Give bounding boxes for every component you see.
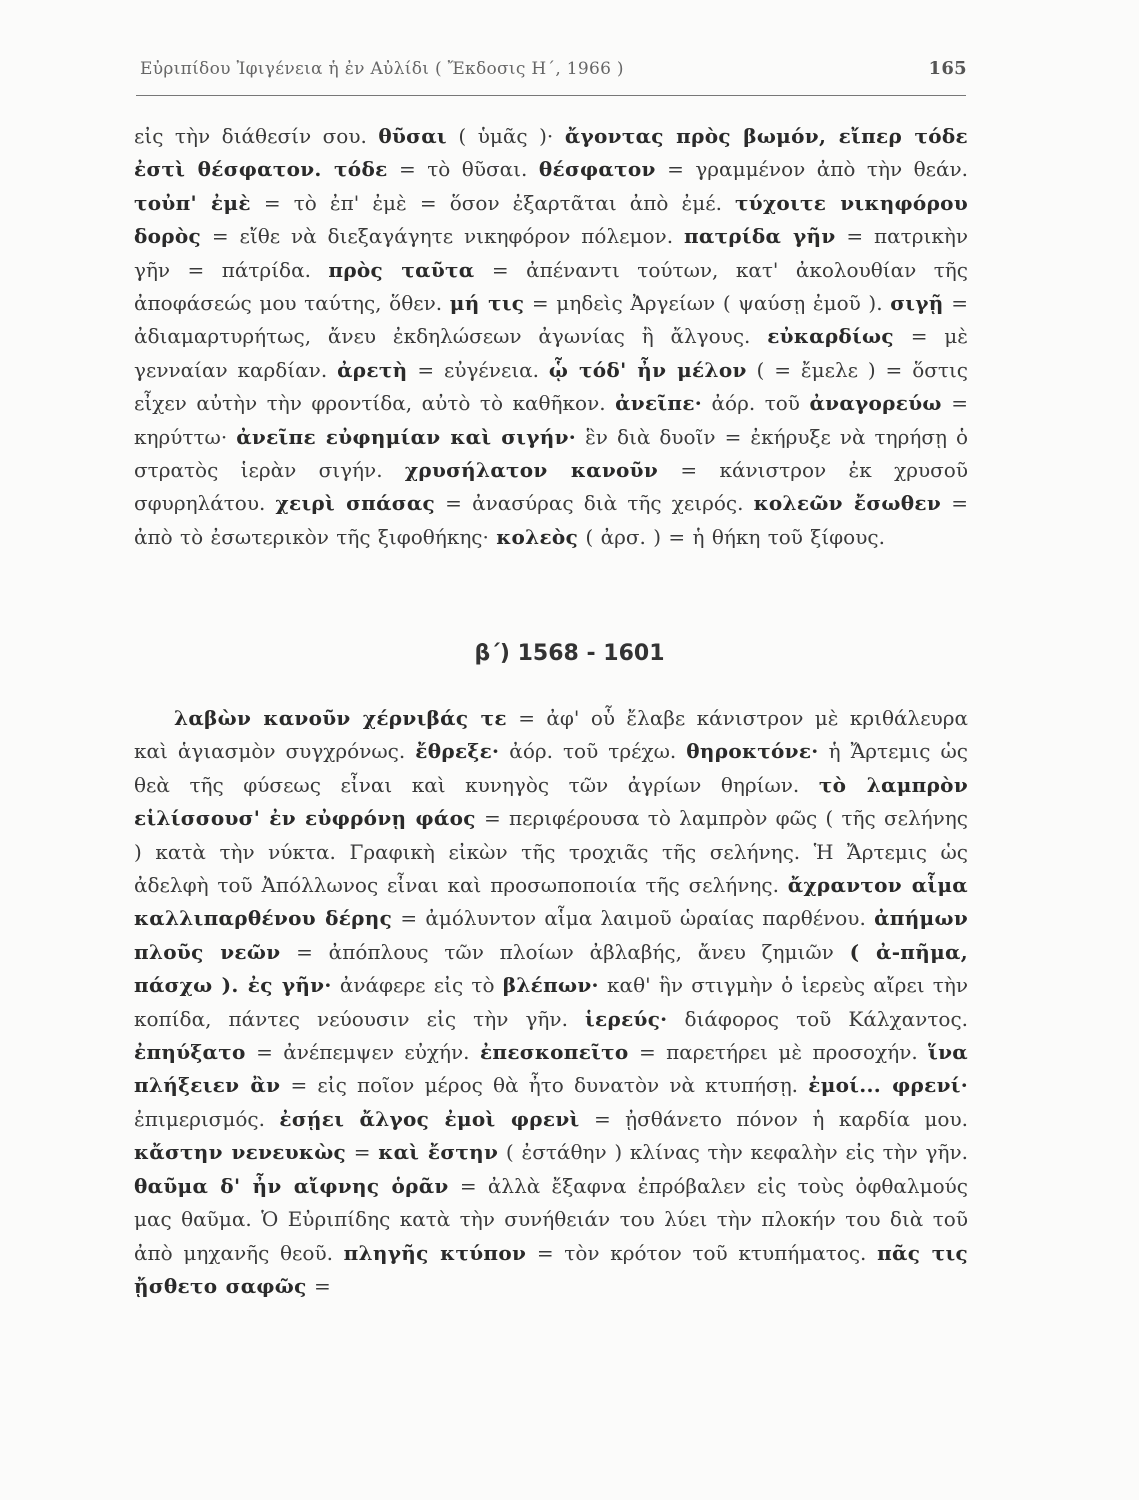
lemma: μή τις xyxy=(449,291,525,316)
lemma: πατρίδα γῆν xyxy=(683,224,836,249)
lemma: τοὐπ' ἐμὲ xyxy=(134,190,251,215)
gloss-text: = εἰς ποῖον μέρος θὰ ἦτο δυνατὸν νὰ κτυπήσῃ. xyxy=(280,1073,809,1098)
lemma: ἐπεσκοπεῖτο xyxy=(479,1040,629,1065)
lemma: τύχοιτε νικηφόρου δορὸς xyxy=(134,190,968,249)
lemma: ἱερεύς· xyxy=(585,1006,668,1031)
gloss-text: ( = ἔμελε ) = ὅστις εἶχεν αὐτὴν τὴν φροντίδα, αὐτὸ τὸ καθῆκον. xyxy=(134,357,968,416)
lemma: ἵνα πλήξειεν ἂν xyxy=(134,1040,968,1098)
page-number: 165 xyxy=(928,58,967,79)
lemma: λαβὼν κανοῦν χέρνιβάς τε xyxy=(174,706,507,730)
gloss-text: = ἀμόλυντον αἷμα λαιμοῦ ὡραίας παρθένου. xyxy=(392,906,875,931)
lemma: χειρὶ σπάσας xyxy=(275,491,435,516)
gloss-text: ( ἀρσ. ) = ἡ θήκη τοῦ ξίφους. xyxy=(578,524,885,549)
lemma: πρὸς ταῦτα xyxy=(328,257,475,282)
gloss-text: = ἀφ' οὗ ἔλαβε κάνιστρον μὲ κριθάλευρα καὶ ἁγιασμὸν συγχρόνως. xyxy=(134,706,968,764)
gloss-text: ἀόρ. τοῦ τρέχω. xyxy=(499,739,687,764)
header-rule xyxy=(136,95,966,96)
gloss-text: ἡ Ἄρτεμις ὡς θεὰ τῆς φύσεως εἶναι καὶ κυνηγὸς τῶν ἀγρίων θηρίων. xyxy=(134,739,968,797)
lemma: βλέπων· xyxy=(502,973,599,998)
gloss-text: ( ὑμᾶς )· xyxy=(446,124,565,148)
gloss-text: = ἀπόπλους τῶν πλοίων ἀβλαβής, ἄνευ ζημιῶν xyxy=(280,939,850,964)
lemma: ἐπηύξατο xyxy=(134,1040,246,1065)
gloss-text: εἰς τὴν διάθεσίν σου. xyxy=(134,124,379,148)
lemma: ἄχραντον αἷμα καλλιπαρθένου δέρης xyxy=(134,873,968,931)
gloss-text: καθ' ἣν στιγμὴν ὁ ἱερεὺς αἴρει τὴν κοπίδα, πάντες νεύουσιν εἰς τὴν γῆν. xyxy=(134,973,969,1031)
lemma: ἀρετὴ xyxy=(337,357,408,382)
gloss-text: ἀόρ. τοῦ xyxy=(702,391,810,416)
lemma: κἄστην νενευκὼς xyxy=(134,1140,347,1165)
commentary-paragraph-2 xyxy=(134,702,968,1303)
gloss-text: = τὸ ἐπ' ἐμὲ = ὅσον ἐξαρτᾶται ἀπὸ ἐμέ. xyxy=(250,190,736,215)
lemma: θαῦμα δ' ἦν αἴφνης ὁρᾶν xyxy=(134,1173,449,1198)
gloss-text: ἐπιμερισμός. xyxy=(134,1106,280,1131)
gloss-text: = πατρικὴν γῆν = πάτρίδα. xyxy=(134,224,968,282)
lemma: ᾧ τόδ' ἦν μέλον xyxy=(548,357,747,382)
gloss-text: = κηρύττω· xyxy=(134,391,968,449)
lemma: πληγῆς κτύπον xyxy=(343,1240,527,1265)
running-title: Εὐριπίδου Ἰφιγένεια ἡ ἐν Αὐλίδι ( Ἔκδοσις Η΄, 1966 ) xyxy=(140,59,624,79)
lemma: θῦσαι xyxy=(378,124,447,148)
gloss-text: = μὲ γενναίαν καρδίαν. xyxy=(134,324,968,382)
gloss-text: = εὐγένεια. xyxy=(407,357,549,382)
gloss-text: = τὸν κρότον τοῦ κτυπήματος. xyxy=(526,1240,878,1265)
lemma: ἀνεῖπε· xyxy=(615,391,703,416)
lemma: πᾶς τις ᾔσθετο σαφῶς xyxy=(134,1240,968,1298)
gloss-text: = ἀνασύρας διὰ τῆς χειρός. xyxy=(435,491,754,516)
gloss-text: = περιφέρουσα τὸ λαμπρὸν φῶς ( τῆς σελήνης ) κατὰ τὴν νύκτα. Γραφικὴ εἰκὼν τῆς τροχιᾶς τῆς σελήνης. Ἡ Ἄρτεμις ὡς ἀδελφὴ τοῦ Ἀπόλλωνος εἶναι καὶ προσωποποιία τῆς σελήνης. xyxy=(134,806,968,898)
lemma: θηροκτόνε· xyxy=(686,739,819,764)
gloss-text: = τὸ θῦσαι. xyxy=(387,157,539,182)
gloss-text: ( ἐστάθην ) κλίνας τὴν κεφαλὴν εἰς τὴν γῆν. xyxy=(498,1140,968,1165)
running-header xyxy=(140,58,967,79)
lemma: ἄγοντας πρὸς βωμόν, εἴπερ τόδε ἐστὶ θέσφατον. τόδε xyxy=(134,124,968,182)
lemma: εὐκαρδίως xyxy=(767,324,894,349)
lemma: καὶ ἔστην xyxy=(378,1140,499,1165)
section-heading: β΄) 1568 - 1601 xyxy=(474,641,665,666)
gloss-text: = ἀνέπεμψεν εὐχήν. xyxy=(245,1040,480,1065)
lemma: σιγῇ xyxy=(890,291,944,316)
gloss-text: = μηδεὶς Ἀργείων ( ψαύσῃ ἐμοῦ ). xyxy=(524,291,891,316)
lemma: ἀπήμων πλοῦς νεῶν xyxy=(134,906,968,964)
commentary-paragraph-1 xyxy=(134,120,968,554)
lemma: τὸ λαμπρὸν εἱλίσσουσ' ἐν εὐφρόνῃ φάος xyxy=(134,772,969,831)
lemma: ἀναγορεύω xyxy=(809,391,942,416)
lemma: ( ἀ-πῆμα, πάσχω ). ἐς γῆν· xyxy=(134,939,968,998)
gloss-text: = ἀπὸ τὸ ἐσωτερικὸν τῆς ξιφοθήκης· xyxy=(134,491,969,549)
lemma: θέσφατον xyxy=(538,157,656,182)
lemma: ἐσῄει ἄλγος ἐμοὶ φρενὶ xyxy=(279,1106,580,1131)
lemma: ἔθρεξε· xyxy=(415,739,500,764)
gloss-text: = κάνιστρον ἐκ χρυσοῦ σφυρηλάτου. xyxy=(134,458,968,516)
lemma: κολεῶν ἔσωθεν xyxy=(753,491,942,516)
gloss-text: ἀνάφερε εἰς τὸ xyxy=(331,973,503,998)
gloss-text: διάφορος τοῦ Κάλχαντος. xyxy=(667,1006,969,1031)
lemma: κολεὸς xyxy=(496,524,579,549)
lemma: ἐμοί... φρενί· xyxy=(808,1073,969,1098)
gloss-text: = εἴθε νὰ διεξαγάγητε νικηφόρον πόλεμον. xyxy=(201,224,684,249)
lemma: χρυσήλατον κανοῦν xyxy=(404,458,659,483)
gloss-text: = παρετήρει μὲ προσοχήν. xyxy=(628,1040,929,1065)
gloss-text: = γραμμένον ἀπὸ τὴν θεάν. xyxy=(655,157,968,182)
lemma: ἀνεῖπε εὐφημίαν καὶ σιγήν· xyxy=(236,424,577,449)
gloss-text: = xyxy=(306,1273,331,1298)
gloss-text: = ἀπέναντι τούτων, κατ' ἀκολουθίαν τῆς ἀποφάσεώς μου ταύτης, ὅθεν. xyxy=(134,257,968,316)
gloss-text: = ἀδιαμαρτυρήτως, ἄνευ ἐκδηλώσεων ἀγωνίας ἢ ἄλγους. xyxy=(134,291,968,349)
gloss-text: = ἀλλὰ ἔξαφνα ἐπρόβαλεν εἰς τοὺς ὀφθαλμούς μας θαῦμα. Ὁ Εὐριπίδης κατὰ τὴν συνήθειάν του λύει τὴν πλοκήν του διὰ τοῦ ἀπὸ μηχανῆς θεοῦ. xyxy=(134,1173,968,1265)
gloss-text: = ᾐσθάνετο πόνον ἡ καρδία μου. xyxy=(579,1106,968,1131)
gloss-text: = xyxy=(346,1140,379,1165)
gloss-text: ἓν διὰ δυοῖν = ἐκήρυξε νὰ τηρήσῃ ὁ στρατὸς ἱερὰν σιγήν. xyxy=(134,424,968,483)
